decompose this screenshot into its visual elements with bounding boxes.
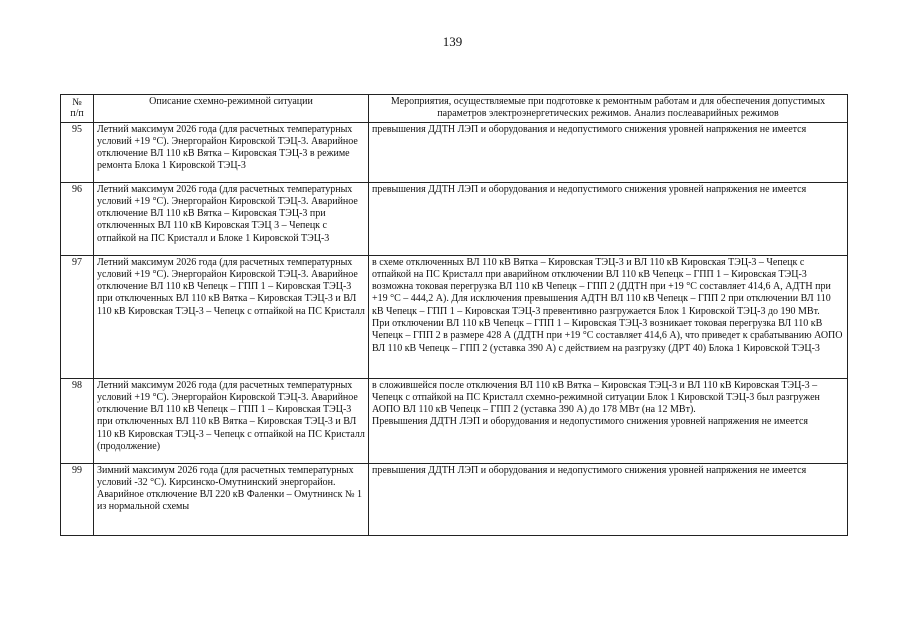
measure-text: в сложившейся после отключения ВЛ 110 кВ Вятка – Кировская ТЭЦ-3 и ВЛ 110 кВ Кировская ТЭЦ-3 – Чепецк с отпайкой на ПС Кристалл схемно-режимной ситуации Блок 1 Кировской ТЭЦ-3 был разгружен АОПО ВЛ 110 кВ Чепецк – ГПП 2 (уставка 390 А) до 178 МВт (на 12 МВт). xyxy=(372,379,820,416)
row-measures xyxy=(369,463,848,535)
measure-text: превышения ДДТН ЛЭП и оборудования и недопустимого снижения уровней напряжения не имеется xyxy=(372,183,807,195)
table-header-row xyxy=(61,95,848,123)
row-num: 95 xyxy=(61,122,94,182)
measure-text: в схеме отключенных ВЛ 110 кВ Вятка – Кировская ТЭЦ-3 и ВЛ 110 кВ Кировская ТЭЦ-3 – Чепецк с отпайкой на ПС Кристалл при аварийном отключении ВЛ 110 кВ Чепецк – ГПП 1 – Кировская ТЭЦ-3 возможна токовая перегрузка ВЛ 110 кВ Чепецк – ГПП 2 (ДДТН при +19 °С составляет 414,6 А, АДТН при +19 °С – 444,2 А). Для исключения превышения АДТН ВЛ 110 кВ Чепецк – ГПП 2 при отключении ВЛ 110 кВ Чепецк – ГПП 1 – Кировская ТЭЦ-3 превентивно разгружается Блок 1 Кировской ТЭЦ-3 до 190 МВт. xyxy=(372,256,831,317)
header-num: № п/п xyxy=(61,95,94,123)
mitigation-table xyxy=(60,94,848,536)
row-description: Летний максимум 2026 года (для расчетных температурных условий +19 °С). Энергорайон Кировской ТЭЦ-3. Аварийное отключение ВЛ 110 кВ Вятка – Кировская ТЭЦ-3 в режиме ремонта Блока 1 Кировской ТЭЦ-3 xyxy=(94,122,369,182)
header-description: Описание схемно-режимной ситуации xyxy=(94,95,369,123)
row-description: Зимний максимум 2026 года (для расчетных температурных условий -32 °С). Кирсинско-Омутнинский энергорайон. Аварийное отключение ВЛ 220 кВ Фаленки – Омутнинск № 1 из нормальной схемы xyxy=(94,463,369,535)
row-description: Летний максимум 2026 года (для расчетных температурных условий +19 °С). Энергорайон Кировской ТЭЦ-3. Аварийное отключение ВЛ 110 кВ Чепецк – ГПП 1 – Кировская ТЭЦ-3 при отключенных ВЛ 110 кВ Вятка – Кировская ТЭЦ-3 и ВЛ 110 кВ Кировская ТЭЦ-3 – Чепецк с отпайкой на ПС Кристалл xyxy=(94,255,369,378)
row-measures xyxy=(369,182,848,255)
row-description: Летний максимум 2026 года (для расчетных температурных условий +19 °С). Энергорайон Кировской ТЭЦ-3. Аварийное отключение ВЛ 110 кВ Вятка – Кировская ТЭЦ-3 при отключенных ВЛ 110 кВ Кировская ТЭЦ 3 – Чепецк с отпайкой на ПС Кристалл и Блоке 1 Кировской ТЭЦ-3 xyxy=(94,182,369,255)
row-num: 98 xyxy=(61,378,94,463)
measure-text: При отключении ВЛ 110 кВ Чепецк – ГПП 1 – Кировская ТЭЦ-3 возникает токовая перегрузка ВЛ 110 кВ Чепецк – ГПП 2 в размере 428 А (ДДТН при +19 °С составляет 414,6 А), что приведет к срабатыванию АОПО ВЛ 110 кВ Чепецк – ГПП 2 (уставка 390 А) с действием на разгрузку (ДРТ 40) Блока 1 Кировской ТЭЦ-3 xyxy=(372,318,843,354)
table-row xyxy=(61,122,848,182)
measure-text: Превышения ДДТН ЛЭП и оборудования и недопустимого снижения уровней напряжения не имеется xyxy=(372,416,809,428)
row-num: 99 xyxy=(61,463,94,535)
table-row xyxy=(61,182,848,255)
table-row xyxy=(61,463,848,535)
measure-text: превышения ДДТН ЛЭП и оборудования и недопустимого снижения уровней напряжения не имеется xyxy=(372,464,807,476)
header-measures: Мероприятия, осуществляемые при подготовке к ремонтным работам и для обеспечения допустимых параметров электроэнергетических режимов. Анализ послеаварийных режимов xyxy=(369,95,848,123)
row-description: Летний максимум 2026 года (для расчетных температурных условий +19 °С). Энергорайон Кировской ТЭЦ-3. Аварийное отключение ВЛ 110 кВ Чепецк – ГПП 1 – Кировская ТЭЦ-3 при отключенных ВЛ 110 кВ Вятка – Кировская ТЭЦ-3 и ВЛ 110 кВ Кировская ТЭЦ-3 – Чепецк с отпайкой на ПС Кристалл (продолжение) xyxy=(94,378,369,463)
row-measures xyxy=(369,378,848,463)
row-measures xyxy=(369,122,848,182)
row-num: 96 xyxy=(61,182,94,255)
row-measures xyxy=(369,255,848,378)
page-number: 139 xyxy=(442,34,463,49)
table-row xyxy=(61,255,848,378)
row-num: 97 xyxy=(61,255,94,378)
table-row xyxy=(61,378,848,463)
measure-text: превышения ДДТН ЛЭП и оборудования и недопустимого снижения уровней напряжения не имеется xyxy=(372,123,807,135)
